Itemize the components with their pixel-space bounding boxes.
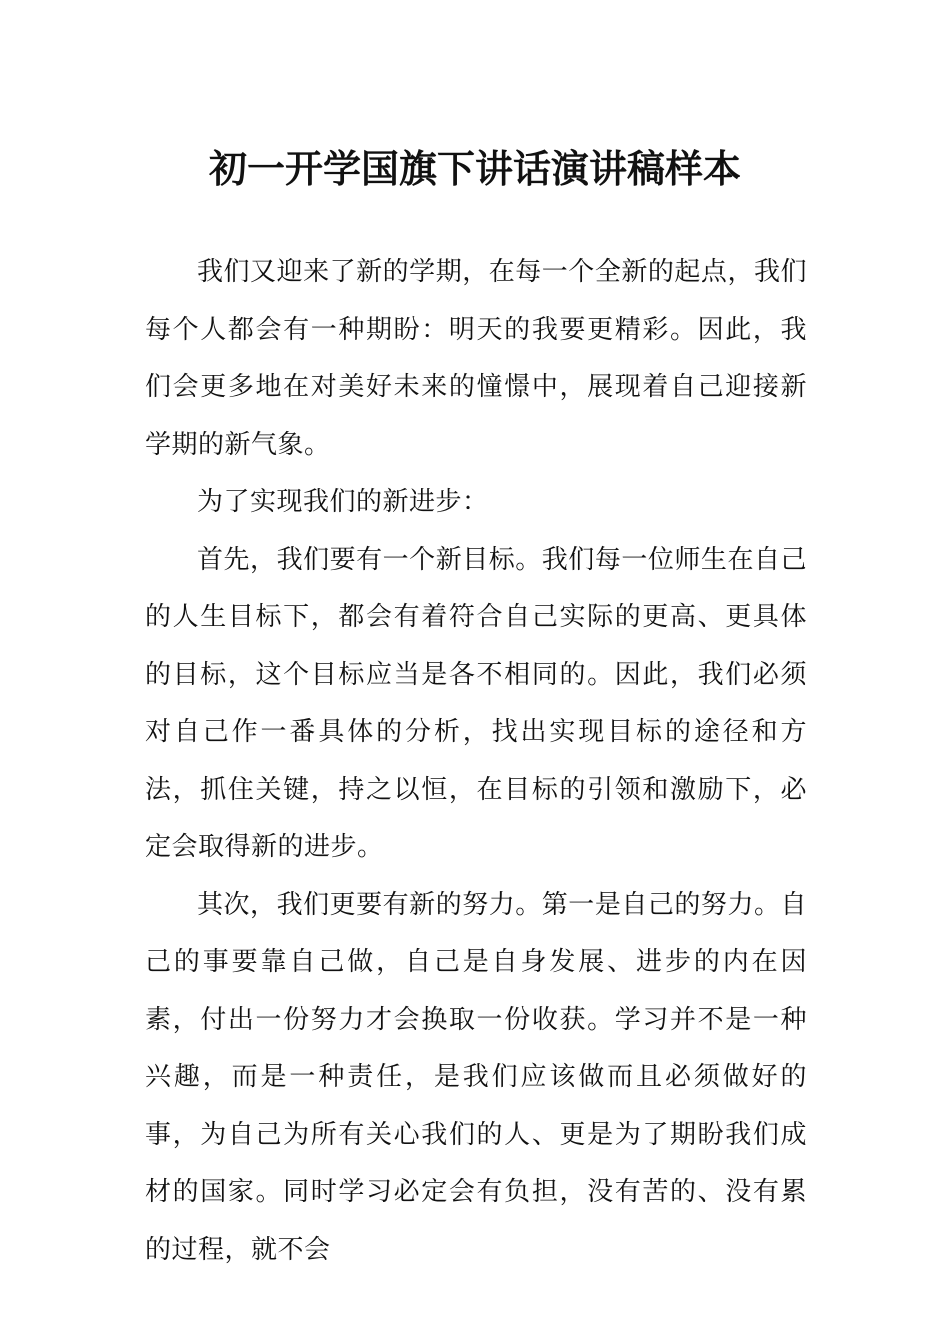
document-body [145,244,807,1279]
paragraph-first-point: 首先，我们要有一个新目标。我们每一位师生在自己的人生目标下，都会有着符合自己实际的更高、更具体的目标，这个目标应当是各不相同的。因此，我们必须对自己作一番具体的分析，找出实现目标的途径和方法，抓住关键，持之以恒，在目标的引领和激励下，必定会取得新的进步。 [145,544,807,862]
paragraph-lead-in: 为了实现我们的新进步： [197,487,489,517]
paragraph-intro: 我们又迎来了新的学期，在每一个全新的起点，我们每个人都会有一种期盼：明天的我要更精彩。因此，我们会更多地在对美好未来的憧憬中，展现着自己迎接新学期的新气象。 [145,257,807,460]
document-title: 初一开学国旗下讲话演讲稿样本 [208,146,741,192]
paragraph-second-point: 其次，我们更要有新的努力。第一是自己的努力。自己的事要靠自己做，自己是自身发展、进步的内在因素，付出一份努力才会换取一份收获。学习并不是一种兴趣，而是一种责任，是我们应该做而且必须做好的事，为自己为所有关心我们的人、更是为了期盼我们成材的国家。同时学习必定会有负担，没有苦的、没有累的过程，就不会 [145,889,807,1265]
